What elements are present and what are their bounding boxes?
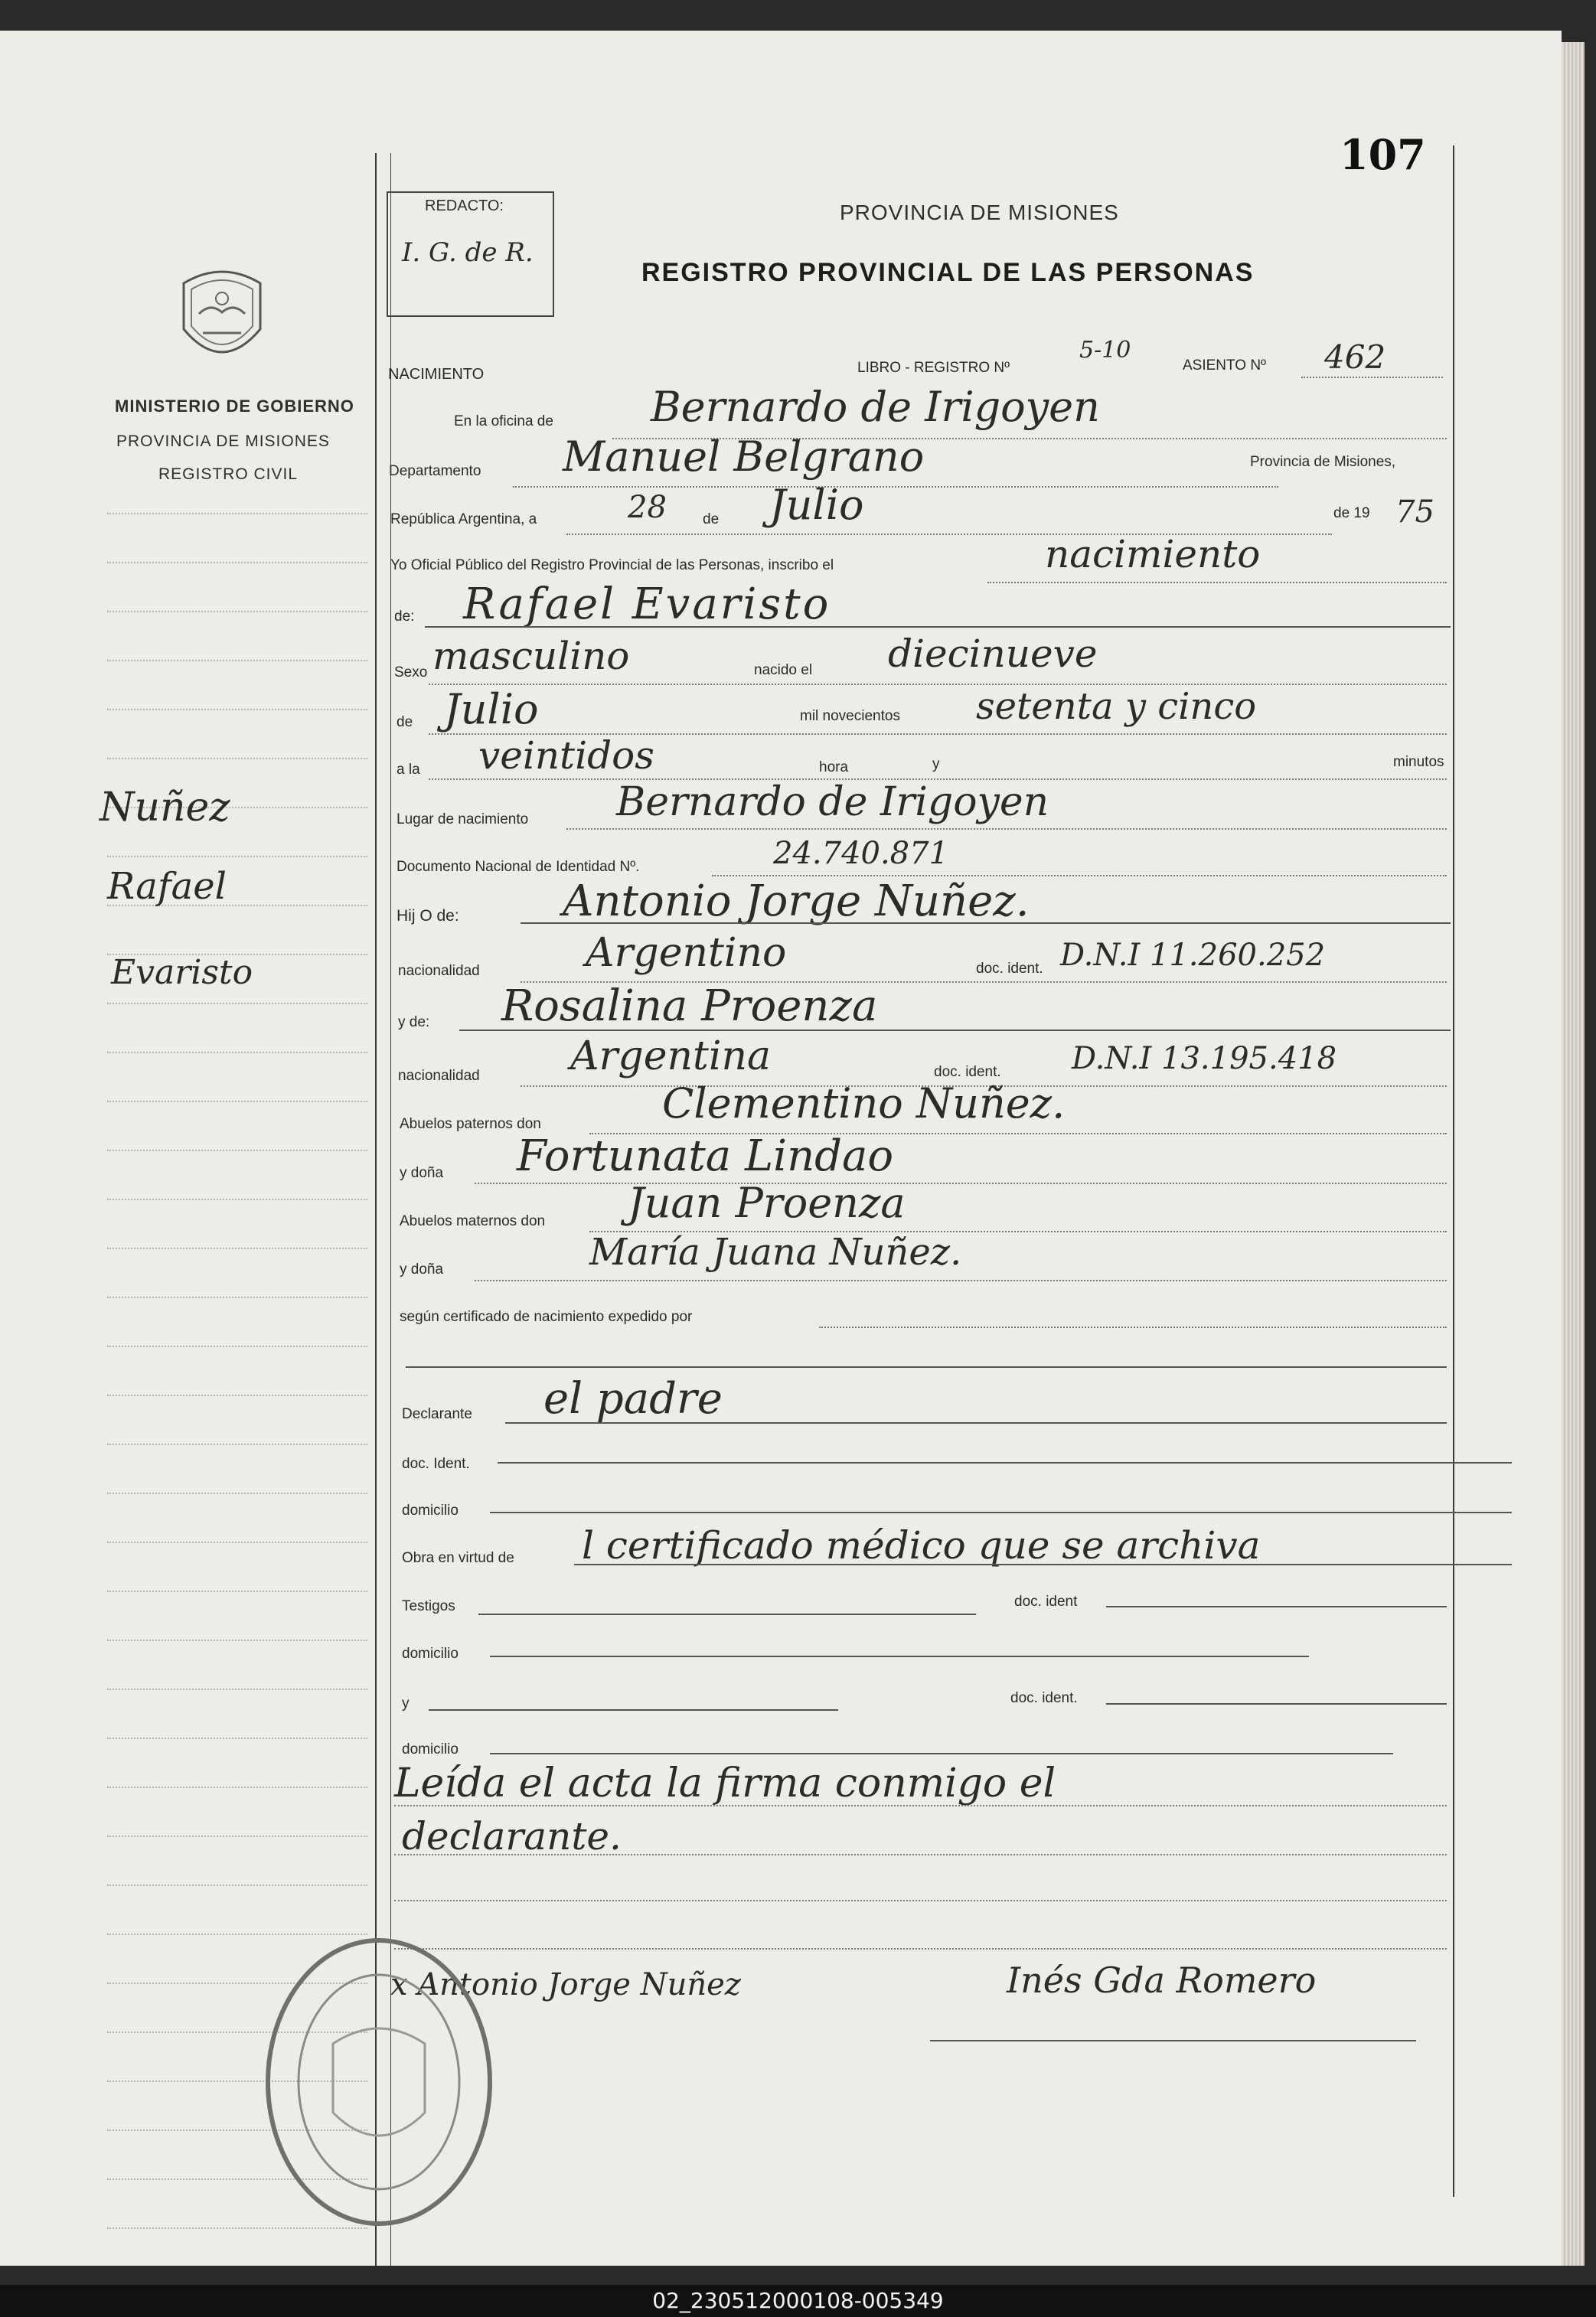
label-ala: a la [397,762,420,778]
label-minutos: minutos [1393,754,1444,770]
header-registry: REGISTRO PROVINCIAL DE LAS PERSONAS [641,258,1255,287]
margin-ruled-line [107,1444,367,1446]
label-nac1: nacionalidad [398,963,480,979]
right-vertical-rule [1453,145,1454,2197]
abpat2-line [475,1183,1447,1184]
label-mil: mil novecientos [800,708,900,724]
label-abpat: Abuelos paternos don [400,1116,541,1132]
signature-right: Inés Gda Romero [1007,1960,1317,2001]
value-abpat2: Fortunata Lindao [517,1131,894,1181]
margin-ruled-line [107,1248,367,1250]
value-sexo: masculino [432,634,630,678]
margin-ruled-line [107,856,367,858]
margin-secondname: Evaristo [111,953,253,992]
value-abmat2: María Juana Nuñez. [589,1231,962,1274]
label-y: y [932,756,940,772]
abmat2-line [475,1280,1447,1281]
value-anio: setenta y cinco [976,685,1257,728]
value-abmat: Juan Proenza [628,1179,906,1227]
oficial-line [987,582,1447,583]
docident2-line [1106,1606,1447,1607]
label-docident3: doc. ident. [1010,1690,1078,1706]
signature-left: x Antonio Jorge Nuñez [390,1967,741,2002]
value-padre: Antonio Jorge Nuñez. [563,876,1030,926]
asiento-line [1301,377,1443,378]
label-oficial: Yo Oficial Público del Registro Provincial de las Personas, inscribo el [390,557,834,573]
margin-ruled-line [107,660,367,662]
value-libro: 5-10 [1079,337,1131,364]
margin-surname: Nuñez [100,785,230,831]
margin-ruled-line [107,1199,367,1201]
leida-line2 [394,1854,1447,1855]
value-dni: 24.740.871 [773,836,949,871]
label-ydona2: y doña [400,1261,444,1278]
page-edge [1562,42,1585,2266]
label-hijo: Hij O de: [397,907,459,925]
label-sexo: Sexo [394,664,428,680]
blank-line1 [394,1900,1447,1901]
margin-firstname: Rafael [107,865,227,908]
ministry-line3: REGISTRO CIVIL [158,465,299,483]
domicilio2-line [490,1656,1309,1657]
value-day: 28 [628,490,667,525]
value-obra: l certificado médico que se archiva [582,1523,1261,1568]
label-domicilio2: domicilio [402,1646,459,1662]
value-abpat: Clementino Nuñez. [662,1079,1066,1127]
signature-right-line [930,2040,1416,2041]
value-nac1: Argentino [586,930,787,976]
margin-ruled-line [107,1787,367,1789]
madre-line [459,1030,1451,1031]
value-hora: veintidos [478,733,654,778]
label-testigos: Testigos [402,1598,455,1614]
testigos-line [478,1614,976,1615]
header-province: PROVINCIA DE MISIONES [840,201,1119,224]
label-asiento: ASIENTO Nº [1183,357,1266,374]
value-year: 75 [1395,494,1434,530]
nacido-line [429,684,1447,685]
docident3-line [1106,1703,1447,1705]
blank-line2 [394,1948,1447,1950]
label-nac2: nacionalidad [398,1068,480,1084]
margin-ruled-line [107,562,367,564]
value-asiento: 462 [1324,338,1386,376]
label-de: de [703,511,720,527]
obra-line [574,1564,1512,1565]
label-nacimiento: NACIMIENTO [388,366,485,383]
label-year: de 19 [1333,505,1370,521]
y2-line [429,1709,838,1711]
value-departamento: Manuel Belgrano [563,432,925,481]
label-domicilio: domicilio [402,1503,459,1519]
label-yde: y de: [398,1014,430,1030]
margin-ruled-line [107,1150,367,1152]
margin-ruled-line [107,1885,367,1887]
declarante-line [505,1422,1447,1424]
label-lugar: Lugar de nacimiento [397,811,529,827]
label-nacido: nacido el [754,662,813,678]
label-hora: hora [819,759,849,775]
label-republica: República Argentina, a [390,511,537,527]
departamento-line [513,486,1278,488]
margin-ruled-line [107,758,367,760]
margin-ruled-line [107,1689,367,1691]
margin-ruled-line [107,709,367,711]
redacto-value: I. G. de R. [402,237,534,268]
margin-ruled-line [107,1738,367,1740]
label-de3: de [397,714,413,730]
label-segun: según certificado de nacimiento expedido por [400,1309,693,1325]
official-stamp [260,1929,498,2235]
redacto-label: REDACTO: [425,197,504,214]
label-declarante: Declarante [402,1406,472,1422]
label-provincia: Provincia de Misiones, [1250,454,1396,470]
margin-ruled-line [107,1101,367,1103]
label-oficina: En la oficina de [454,413,553,429]
footer-bar [0,2285,1596,2317]
value-month: Julio [769,481,864,529]
leida-line1 [394,1805,1447,1806]
margin-ruled-line [107,1297,367,1299]
padre-line [521,922,1451,924]
margin-ruled-line [107,1493,367,1495]
docident-line [498,1462,1512,1464]
label-abmat: Abuelos maternos don [400,1213,546,1229]
margin-ruled-line [107,1542,367,1544]
margin-ruled-line [107,1640,367,1642]
segun-line2 [406,1366,1447,1368]
value-oficial: nacimiento [1045,532,1261,576]
ministry-line1: MINISTERIO DE GOBIERNO [115,397,354,416]
label-dni: Documento Nacional de Identidad Nº. [397,859,640,875]
label-y2: y [402,1695,410,1712]
value-docid2: D.N.I 13.195.418 [1072,1041,1337,1076]
margin-ruled-line [107,1003,367,1005]
margin-ruled-line [107,1591,367,1593]
label-ydona1: y doña [400,1165,444,1181]
value-docid1: D.N.I 11.260.252 [1060,938,1326,973]
value-nombre: Rafael Evaristo [463,579,831,629]
value-nacido: diecinueve [888,631,1098,676]
label-docident2: doc. ident [1014,1594,1078,1610]
label-domicilio3: domicilio [402,1741,459,1757]
value-leida1: Leída el acta la firma conmigo el [394,1761,1056,1806]
margin-ruled-line [107,1346,367,1348]
margin-ruled-line [107,1052,367,1054]
value-oficina: Bernardo de Irigoyen [651,383,1100,431]
document-id: 02_230512000108-005349 [652,2288,944,2313]
label-de2: de: [394,609,415,625]
coat-of-arms-seal [168,260,276,375]
label-departamento: Departamento [389,463,481,479]
value-leida2: declarante. [402,1814,622,1858]
lugar-line [566,828,1447,830]
label-libro: LIBRO - REGISTRO Nº [857,360,1010,376]
value-nac2: Argentina [570,1033,771,1079]
margin-ruled-line [107,611,367,613]
ministry-line2: PROVINCIA DE MISIONES [116,432,330,450]
page-number: 107 [1340,130,1426,179]
margin-ruled-line [107,1836,367,1838]
label-docident: doc. Ident. [402,1456,470,1472]
value-madre: Rosalina Proenza [501,981,878,1031]
label-obra: Obra en virtud de [402,1550,514,1566]
value-declarante: el padre [543,1374,723,1424]
value-lugar: Bernardo de Irigoyen [616,779,1049,825]
nombre-line [425,626,1451,628]
label-docid1: doc. ident. [976,961,1043,977]
margin-ruled-line [107,513,367,515]
value-mes-nac: Julio [444,685,539,733]
domicilio3-line [490,1753,1393,1754]
domicilio-line [490,1512,1512,1513]
margin-ruled-line [107,1395,367,1397]
label-docid2: doc. ident. [934,1064,1001,1080]
segun-line [819,1327,1447,1328]
